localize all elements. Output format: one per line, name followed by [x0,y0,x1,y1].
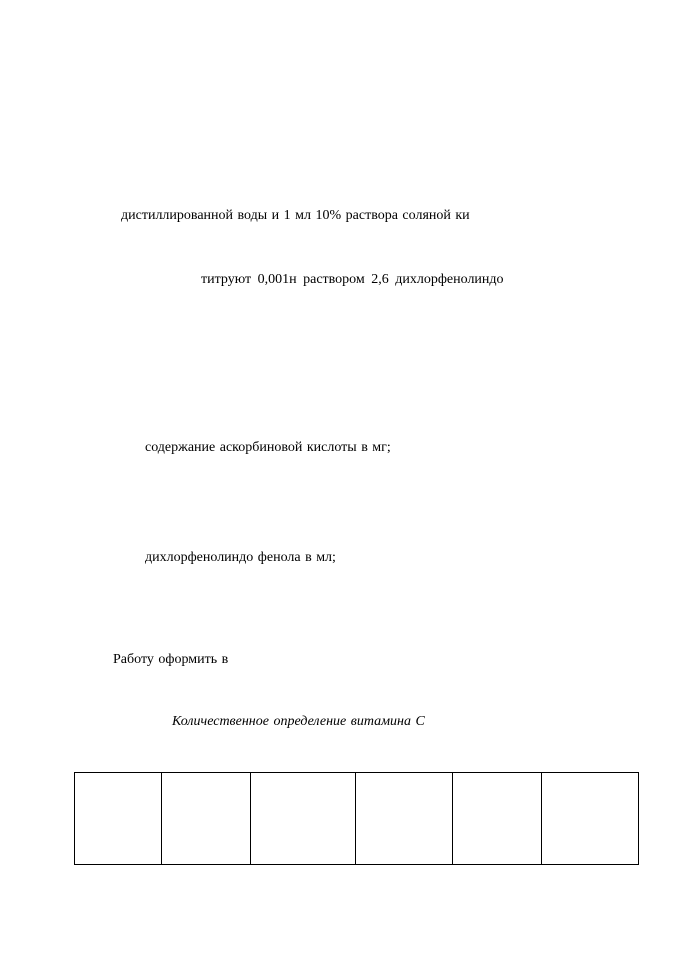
text-line-titration: титруют 0,001н раствором 2,6 дихлорфенолиндо [201,272,504,287]
table-cell [162,773,251,865]
results-table [74,772,639,865]
table-cell [251,773,356,865]
results-table-container [74,772,638,865]
text-line-ascorbic-content: содержание аскорбиновой кислоты в мг; [145,440,391,455]
text-line-dichlorophenol-volume: дихлорфенолиндо фенола в мл; [145,550,336,565]
table-cell [75,773,162,865]
table-cell [356,773,453,865]
table-caption: Количественное определение витамина С [172,714,425,729]
table-cell [453,773,542,865]
table-cell [542,773,639,865]
table-row [75,773,639,865]
text-line-report-format: Работу оформить в [113,652,229,667]
text-line-distilled-water: дистиллированной воды и 1 мл 10% раствора соляной ки [121,208,470,223]
